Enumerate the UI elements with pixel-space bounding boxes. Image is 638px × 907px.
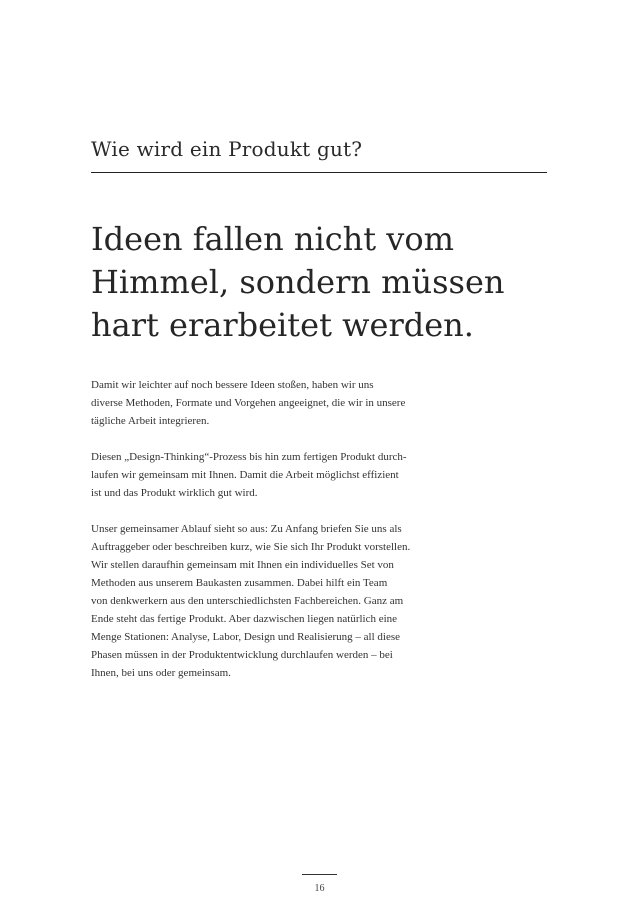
text-line: Unser gemeinsamer Ablauf sieht so aus: Zu Anfang briefen Sie uns als (91, 523, 402, 535)
headline-line: Ideen fallen nicht vom (91, 220, 454, 258)
footer-divider (302, 874, 337, 875)
page-number: 16 (314, 883, 325, 894)
text-line: ist und das Produkt wirklich gut wird. (91, 487, 258, 499)
text-line: Diesen „Design-Thinking“-Prozess bis hin zum fertigen Produkt durch- (91, 451, 407, 463)
text-line: Menge Stationen: Analyse, Labor, Design und Realisierung – all diese (91, 631, 401, 643)
title-divider (91, 172, 547, 173)
text-line: diverse Methoden, Formate und Vorgehen angeeignet, die wir in unsere (91, 397, 406, 409)
text-line: tägliche Arbeit integrieren. (91, 415, 210, 427)
section-title: Wie wird ein Produkt gut? (91, 137, 363, 161)
text-line: Wir stellen daraufhin gemeinsam mit Ihnen ein individuelles Set von (91, 559, 394, 571)
headline (91, 218, 551, 347)
text-line: Phasen müssen in der Produktentwicklung durchlaufen werden – bei (91, 649, 393, 661)
headline-line: hart erarbeitet werden. (91, 306, 474, 344)
paragraph-process (91, 520, 451, 682)
text-line: Methoden aus unserem Baukasten zusammen. Dabei hilft ein Team (91, 577, 388, 589)
text-line: Damit wir leichter auf noch bessere Ideen stoßen, haben wir uns (91, 379, 374, 391)
text-line: Ende steht das fertige Produkt. Aber dazwischen liegen natürlich eine (91, 613, 398, 625)
paragraph-intro (91, 376, 451, 430)
paragraph-design-thinking (91, 448, 451, 502)
text-line: Ihnen, bei uns oder gemeinsam. (91, 667, 231, 679)
text-line: von denkwerkern aus den unterschiedlichsten Fachbereichen. Ganz am (91, 595, 404, 607)
headline-line: Himmel, sondern müssen (91, 263, 505, 301)
text-line: laufen wir gemeinsam mit Ihnen. Damit die Arbeit möglichst effizient (91, 469, 399, 481)
text-line: Auftraggeber oder beschreiben kurz, wie Sie sich Ihr Produkt vorstellen. (91, 541, 411, 553)
body-text (91, 376, 451, 700)
